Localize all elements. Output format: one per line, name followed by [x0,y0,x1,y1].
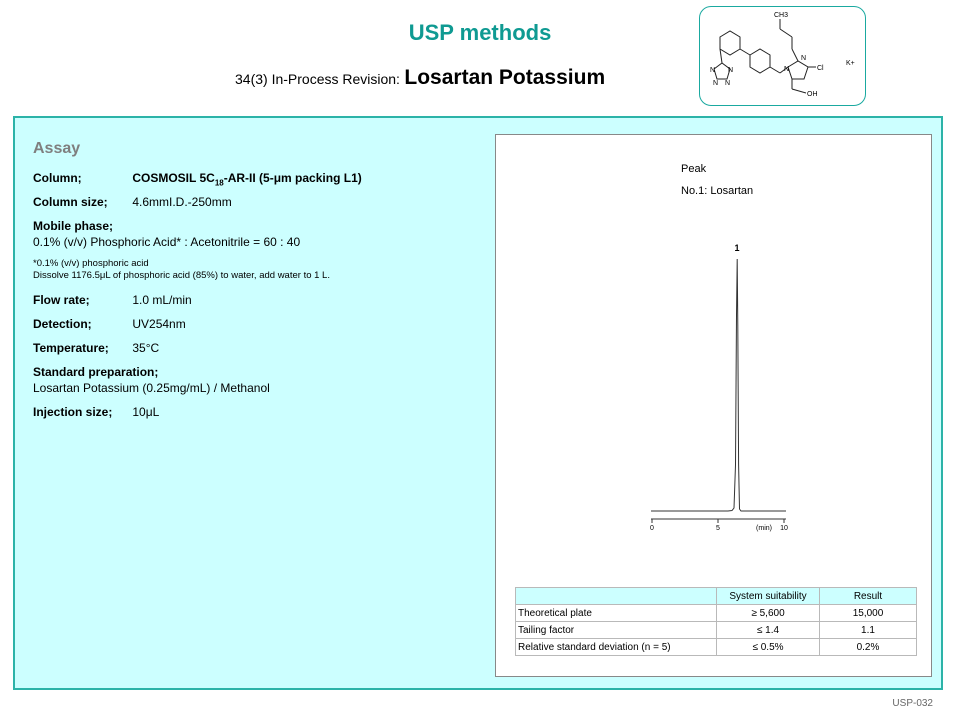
table-cell: 1.1 [820,622,917,639]
detection-label: Detection; [33,317,92,331]
column-row [33,171,362,187]
revision-heading [235,66,605,90]
column-size-value: 4.6mmI.D.-250mm [132,195,232,209]
page-title: USP methods [408,20,552,45]
table-cell: Relative standard deviation (n = 5) [516,639,717,656]
detection-row [33,317,186,331]
assay-title: Assay [33,140,81,157]
table-row [516,605,917,622]
x-tick-label-0: 0 [650,525,654,532]
table-row [516,639,917,656]
x-tick-label-10: 10 [780,525,788,532]
detection-value: UV254nm [132,317,186,331]
structure-label-oh: OH [807,91,818,98]
temperature-value: 35°C [132,341,160,355]
table-cell: Tailing factor [516,622,717,639]
system-suitability-table [515,587,917,656]
phosphoric-note-line2: Dissolve 1176.5μL of phosphoric acid (85%) to water, add water to 1 L. [33,270,330,281]
assay-panel [13,116,943,690]
mobile-phase-value: 0.1% (v/v) Phosphoric Acid* : Acetonitrile = 60 : 40 [33,235,301,249]
temperature-label: Temperature; [33,341,109,355]
legend-title: Peak [681,163,707,175]
table-header-cell: System suitability [717,588,820,605]
phosphoric-note-line1: *0.1% (v/v) phosphoric acid [33,258,149,269]
x-axis-unit: (min) [756,525,772,532]
table-header-cell [516,588,717,605]
compound-name: Losartan Potassium [404,66,606,89]
injection-size-label: Injection size; [33,405,113,419]
structure-label-tetrazole-n2: N [728,67,734,74]
column-size-row [33,195,232,209]
structure-label-tetrazole-n3: N [713,80,719,87]
table-cell: ≤ 0.5% [717,639,820,656]
peak-label: 1 [734,243,740,253]
injection-size-row [33,405,159,419]
structure-label-cl: Cl [817,65,824,72]
chemical-structure [699,6,866,106]
x-tick-label-5: 5 [716,525,720,532]
table-cell: 0.2% [820,639,917,656]
column-size-label: Column size; [33,195,108,209]
column-value-sub: 18 [214,178,224,188]
mobile-phase-label: Mobile phase; [33,219,114,233]
temperature-row [33,341,159,355]
table-cell: ≥ 5,600 [717,605,820,622]
chromatogram-box [495,134,932,677]
footer-code: USP-032 [892,698,933,709]
standard-preparation-label: Standard preparation; [33,365,159,379]
column-value-rest: -AR-II (5-μm packing L1) [223,171,362,185]
table-cell: ≤ 1.4 [717,622,820,639]
structure-label-imidazole-n: N [801,55,807,62]
table-header-cell: Result [820,588,917,605]
structure-label-tetrazole-n1: N [710,67,716,74]
column-value [132,171,361,187]
column-label: Column; [33,171,82,185]
chromatogram [496,135,933,555]
revision-label: 34(3) In-Process Revision: [235,71,400,87]
structure-drawing [700,7,865,105]
baseline-trace [651,259,786,511]
table-cell: Theoretical plate [516,605,717,622]
injection-size-value: 10μL [132,405,160,419]
flow-rate-row [33,293,192,307]
structure-label-ch3: CH3 [774,12,789,19]
table-cell: 15,000 [820,605,917,622]
table-header-row [516,588,917,605]
flow-rate-label: Flow rate; [33,293,90,307]
flow-rate-value: 1.0 mL/min [132,293,192,307]
structure-label-k: K+ [846,60,855,67]
structure-label-n: N [784,66,790,73]
table-row [516,622,917,639]
legend-item: No.1: Losartan [681,185,754,197]
column-value-main: COSMOSIL 5C [132,171,215,185]
structure-label-tetrazole-n4: N [725,80,731,87]
standard-preparation-value: Losartan Potassium (0.25mg/mL) / Methanol [33,381,270,395]
